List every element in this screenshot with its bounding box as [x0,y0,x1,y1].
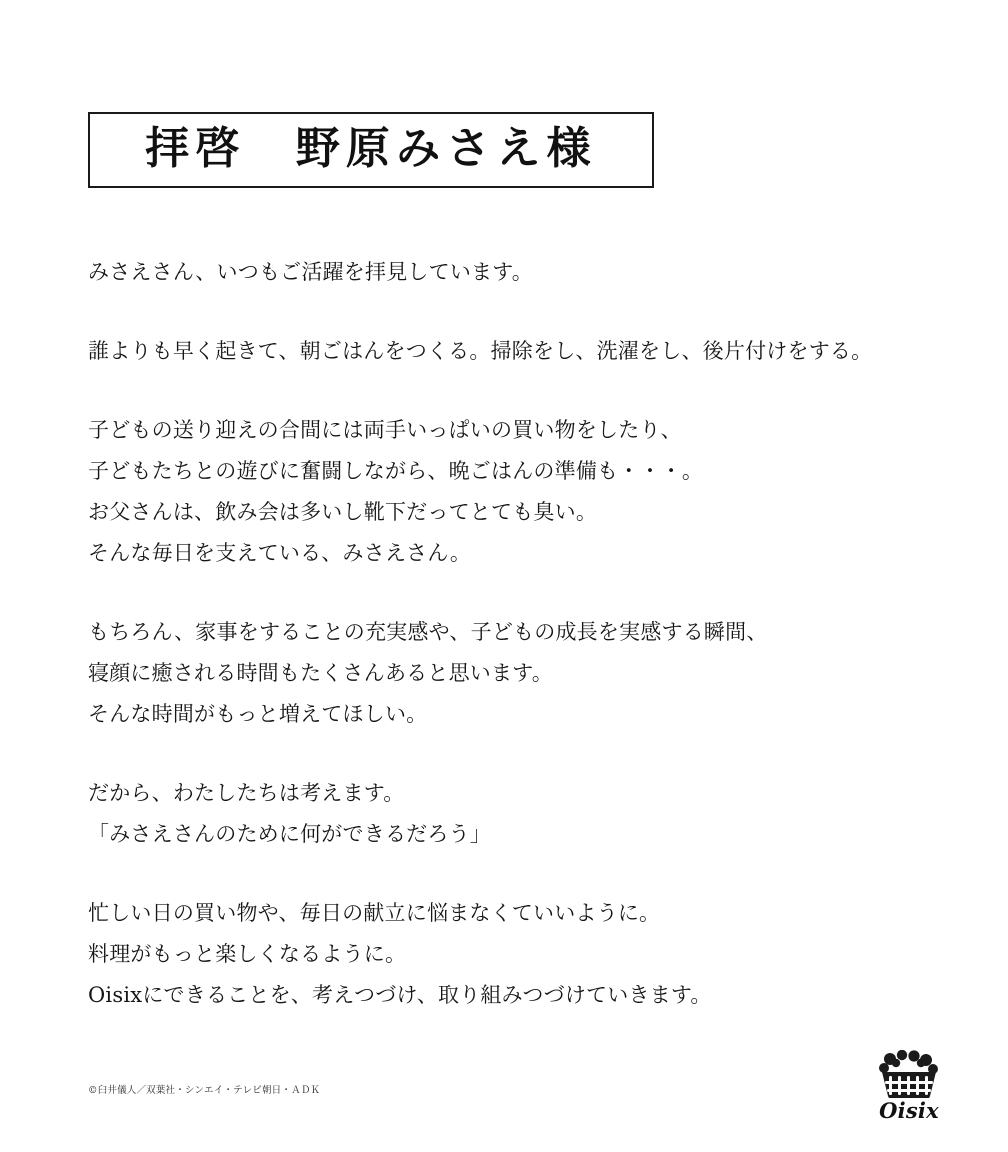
page-title: 拝啓 野原みさえ様 [145,123,597,174]
body-line: もちろん、家事をすることの充実感や、子どもの成長を実感する瞬間、 [88,620,768,644]
body-line: 子どもの送り迎えの合間には両手いっぱいの買い物をしたり、 [88,418,682,442]
oisix-wordmark: Oisix [879,1098,939,1123]
body-line: 寝顔に癒される時間もたくさんあると思います。 [88,661,553,685]
letter-body [88,252,908,1016]
body-line: 忙しい日の買い物や、毎日の献立に悩まなくていいように。 [88,901,661,925]
body-line: 誰よりも早く起きて、朝ごはんをつくる。掃除をし、洗濯をし、後片付けをする。 [88,339,873,363]
paragraph-daily-routine [88,331,908,372]
body-line: そんな毎日を支えている、みさえさん。 [88,541,472,565]
paragraph-greeting [88,252,908,293]
body-line: お父さんは、飲み会は多いし靴下だってとても臭い。 [88,500,598,524]
oisix-logo [866,1050,952,1128]
body-line: みさえさん、いつもご活躍を拝見しています。 [88,260,533,284]
copyright-credit: ©臼井儀人／双葉社・シンエイ・テレビ朝日・ＡＤＫ [88,1085,321,1096]
paragraph-family-life [88,410,908,574]
body-line: そんな時間がもっと増えてほしい。 [88,702,428,726]
paragraph-question [88,773,908,855]
body-line: 料理がもっと楽しくなるように。 [88,942,407,966]
body-line: だから、わたしたちは考えます。 [88,781,405,805]
body-line: Oisixにできることを、考えつづけ、取り組みつづけていきます。 [88,983,712,1007]
vegetable-basket-icon [876,1050,942,1098]
paragraph-joys [88,612,908,735]
body-line: 子どもたちとの遊びに奮闘しながら、晩ごはんの準備も・・・。 [88,459,704,483]
body-line: 「みさえさんのために何ができるだろう」 [88,822,491,846]
paragraph-promise [88,893,908,1016]
title-box [88,112,654,188]
